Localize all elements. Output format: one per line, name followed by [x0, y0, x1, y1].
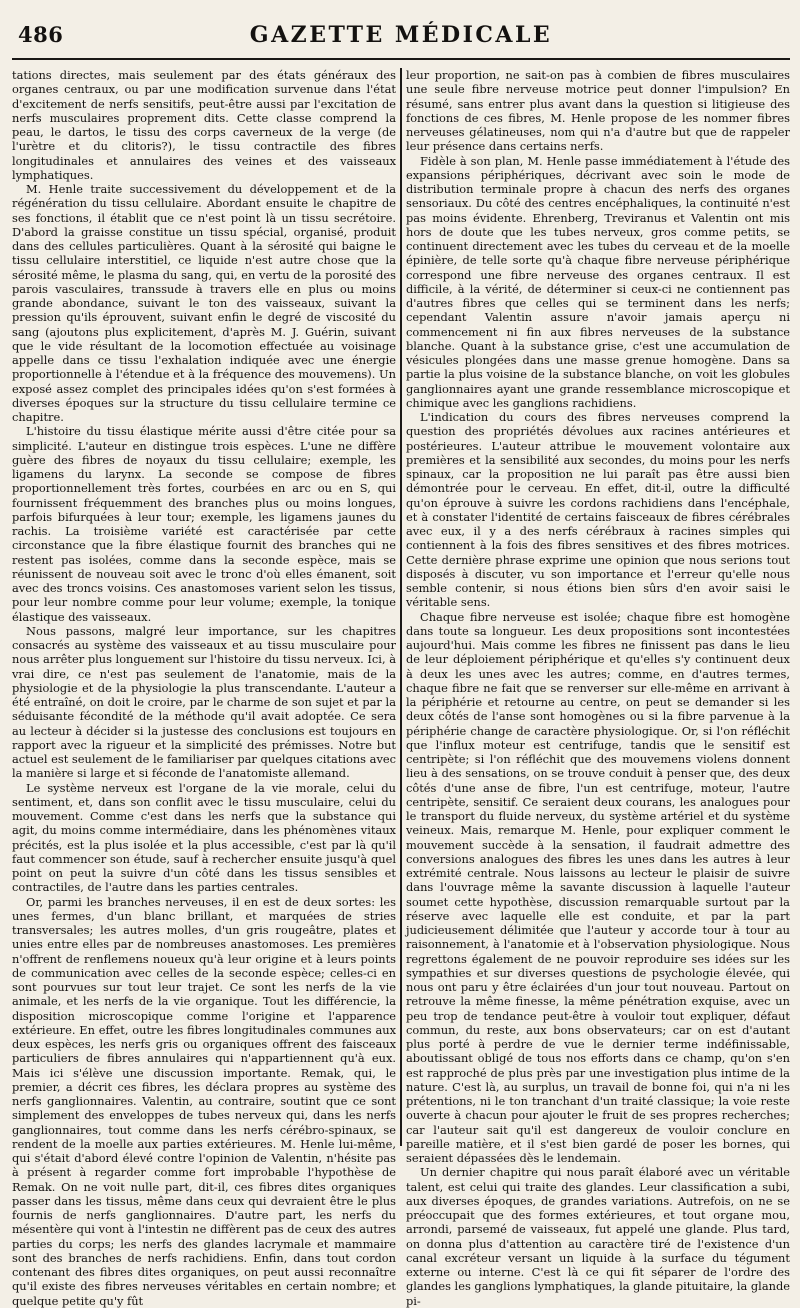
right-column: [405, 68, 790, 1308]
running-head: [12, 14, 790, 60]
paragraph: Fidèle à son plan, M. Henle passe immédiatement à l'étude des expansions périphériques, décrivant avec soin le mode de distribution terminale propre à chacun des nerfs des organes sensoriaux. Du côté des centres encéphaliques, la continuité n'est pas moins évidente. Ehrenberg, Treviranus et Valentin ont mis hors de doute que les tubes nerveux, gros comme petits, se continuent directement avec les tubes du cerveau et de la moelle épinière, de telle sorte qu'à chaque fibre nerveuse périphérique correspond une fibre nerveuse des organes centraux. Il est difficile, à la vérité, de déterminer si ceux-ci ne contiennent pas d'autres fibres que celles qui se terminent dans les nerfs; cependant Valentin assure n'avoir jamais aperçu ni commencement ni fin aux fibres nerveuses de la substance blanche. Quant à la substance grise, c'est une accumulation de vésicules plongées dans une masse grenue homogène. Dans sa partie la plus voisine de la substance blanche, on voit les globules ganglionnaires ayant une grande ressemblance microscopique et chimique avec les ganglions rachidiens.: [405, 153, 790, 410]
paragraph: leur proportion, ne sait-on pas à combien de fibres musculaires une seule fibre nerveuse motrice peut donner l'impulsion? En résumé, sans entrer plus avant dans la question si litigieuse des fonctions de ces fibres, M. Henle propose de les nommer fibres nerveuses gélatineuses, nom qui n'a d'autre but que de rappeler leur présence dans certains nerfs.: [405, 68, 790, 154]
journal-title: GAZETTE MÉDICALE: [249, 22, 553, 48]
paragraph: M. Henle traite successivement du développement et de la régénération du tissu cellulaire. Abordant ensuite le chapitre de ses fonctions, il établit que ce n'est point là un tissu secrétoire. D'abord la graisse constitue un tissu spécial, organisé, produit dans des cellules particulières. Quant à la sérosité qui baigne le tissu cellulaire interstitiel, ce liquide n'est autre chose que la sérosité même, le plasma du sang, qui, en vertu de la porosité des parois vasculaires, transsude à travers elle en plus ou moins grande abondance, suivant le ton des vaisseaux, suivant la pression qu'ils éprouvent, suivant enfin le degré de viscosité du sang (ajoutons plus explicitement, d'après M. J. Guérin, suivant que le vide résultant de la locomotion effectuée au voisinage appelle dans ce tissu l'exhalation indiquée avec une énergie proportionnelle à l'étendue et à la fréquence des mouvemens). Un exposé assez complet des principales idées qu'on s'est formées à diverses époques sur la structure du tissu cellulaire termine ce chapitre.: [12, 182, 396, 424]
left-column: [12, 68, 396, 1308]
article-columns: [12, 68, 790, 1308]
paragraph: Le système nerveux est l'organe de la vie morale, celui du sentiment, et, dans son conflit avec le tissu musculaire, celui du mouvement. Comme c'est dans les nerfs que la substance qui agit, du moins comme intermédiaire, dans les phénomènes vitaux précités, est la plus isolée et la plus accessible, c'est par là qu'il faut commencer son étude, sauf à rechercher ensuite jusqu'à quel point on peut la suivre d'un côté dans les tissus sensibles et contractiles, de l'autre dans les parties centrales.: [12, 780, 396, 895]
paragraph: Or, parmi les branches nerveuses, il en est de deux sortes: les unes fermes, d'un blanc brillant, et marquées de stries transversales; les autres molles, d'un gris rougeâtre, plates et unies entre elles par de nombreuses anastomoses. Les premières n'offrent de renflemens noueux qu'à leur origine et à leurs points de communication avec celles de la seconde espèce; celles-ci en sont pourvues sur tout leur trajet. Ce sont les nerfs de la vie animale, et les nerfs de la vie organique. Tout les différencie, la disposition microscopique comme l'origine et l'apparence extérieure. En effet, outre les fibres longitudinales communes aux deux espèces, les nerfs gris ou organiques offrent des faisceaux particuliers de fibres annulaires qui n'appartiennent qu'à eux. Mais ici s'élève une discussion importante. Remak, qui, le premier, a décrit ces fibres, les déclara propres au système des nerfs ganglionnaires. Valentin, au contraire, soutint que ce sont simplement des enveloppes de tubes nerveux qui, dans les nerfs ganglionnaires, tout comme dans les nerfs cérébro-spinaux, se rendent de la moelle aux parties extérieures. M. Henle lui-même, qui s'était d'abord élevé contre l'opinion de Valentin, n'hésite pas à présent à regarder comme fort improbable l'hypothèse de Remak. On ne voit nulle part, dit-il, ces fibres dites organiques passer dans les tissus, même dans ceux qui devraient être le plus fournis de nerfs ganglionnaires. D'autre part, les nerfs du mésentère qui vont à l'intestin ne diffèrent pas de ceux des autres parties du corps; les nerfs des glandes lacrymale et mammaire sont des branches de nerfs rachidiens. Enfin, dans tout cordon contenant des fibres dites organiques, on peut aussi reconnaître qu'il existe des fibres nerveuses véritables en certain nombre; et quelque petite qu'y fût: [12, 894, 396, 1308]
paragraph: tations directes, mais seulement par des états généraux des organes centraux, ou par une modification survenue dans l'état d'excitement de nerfs sensitifs, peut-être aussi par l'excitation de nerfs musculaires proprement dits. Cette classe comprend la peau, le dartos, le tissu des corps caverneux de la verge (de l'urètre et du clitoris?), le tissu contractile des fibres longitudinales et annulaires des veines et des vaisseaux lymphatiques.: [12, 68, 396, 182]
paragraph: Chaque fibre nerveuse est isolée; chaque fibre est homogène dans toute sa longueur. Les deux propositions sont incontestées aujourd'hui. Mais comme les fibres ne finissent pas dans le lieu de leur déploiement périphérique et qu'elles s'y continuent deux à deux les unes avec les autres; comme, en d'autres termes, chaque fibre ne fait que se renverser sur elle-même en arrivant à la périphérie et retourne au centre, on peut se demander si les deux côtés de l'anse sont homogènes ou si la fibre parvenue à la périphérie change de caractère physiologique. Or, si l'on réfléchit que l'influx moteur est centrifuge, tandis que le sensitif est centripète; si l'on réfléchit que des mouvemens violens donnent lieu à des sensations, on se trouve conduit à penser que, des deux côtés d'une anse de fibre, l'un est centrifuge, moteur, l'autre centripète, sensitif. Ce seraient deux courans, les analogues pour le transport du fluide nerveux, du système artériel et du système veineux. Mais, remarque M. Henle, pour expliquer comment le mouvement succède à la sensation, il faudrait admettre des conversions analogues des fibres les unes dans les autres à leur extrémité centrale. Nous laissons au lecteur le plaisir de suivre dans l'ouvrage même la savante discussion à laquelle l'auteur soumet cette hypothèse, discussion remarquable surtout par la réserve avec laquelle elle est conduite, et par la part judicieusement délimitée que l'auteur y accorde tour à tour au raisonnement, à l'anatomie et à l'observation physiologique. Nous regrettons également de ne pouvoir reproduire ses idées sur les sympathies et sur diverses questions de psychologie élevée, qui nous ont paru y être éclairées d'un jour tout nouveau. Partout on retrouve la même finesse, la même pénétration exquise, avec un peu trop de tendance peut-être à vouloir tout expliquer, défaut commun, du reste, aux bons observateurs; car on est d'autant plus porté à perdre de vue le dernier terme indéfinissable, aboutissant obligé de tous nos efforts dans ce champ, qu'on s'en est rapproché de plus près par une investigation plus intime de la nature. C'est là, au surplus, un travail de bonne foi, qui n'a ni les prétentions, ni le ton tranchant d'un traité classique; la voie reste ouverte à chacun pour ajouter le fruit de ses propres recherches; car l'auteur sait qu'il est dangereux de vouloir conclure en pareille matière, et il s'est bien gardé de poser les bornes, qui seraient dépassées dès le lendemain.: [405, 609, 790, 1165]
paragraph: L'histoire du tissu élastique mérite aussi d'être citée pour sa simplicité. L'auteur en distingue trois espèces. L'une ne diffère guère des fibres de noyaux du tissu cellulaire; exemple, les ligamens du larynx. La seconde se compose de fibres proportionnellement très fortes, courbées en arc ou en S, qui fournissent fréquemment des branches plus ou moins longues, parfois bifurquées à leur tour; exemple, les ligamens jaunes du rachis. La troisième variété est caractérisée par cette circonstance que la fibre élastique fournit des branches qui ne restent pas isolées, comme dans la seconde espèce, mais se réunissent de nouveau soit avec le tronc d'où elles émanent, soit avec des troncs voisins. Ces anastomoses varient selon les tissus, pour leur nombre comme pour leur volume; exemple, la tonique élastique des vaisseaux.: [12, 424, 396, 624]
paragraph: Nous passons, malgré leur importance, sur les chapitres consacrés au système des vaisseaux et au tissu musculaire pour nous arrêter plus longuement sur l'histoire du tissu nerveux. Ici, à vrai dire, ce n'est pas seulement de l'anatomie, mais de la physiologie et de la physiologie la plus transcendante. L'auteur a été entraîné, on doit le croire, par le charme de son sujet et par la séduisante fécondité de la méthode qu'il avait adoptée. Ce sera au lecteur à décider si la justesse des conclusions est toujours en rapport avec la rigueur et la simplicité des prémisses. Notre but actuel est seulement de le familiariser par quelques citations avec la manière si large et si féconde de l'anatomiste allemand.: [12, 623, 396, 781]
column-divider: [400, 68, 402, 1146]
paragraph: Un dernier chapitre qui nous paraît élaboré avec un véritable talent, est celui qui traite des glandes. Leur classification a subi, aux diverses époques, de grandes variations. Autrefois, on ne se préoccupait que des formes extérieures, et tout organe mou, arrondi, parsemé de vaisseaux, fut appelé une glande. Plus tard, on donna plus d'attention au caractère tiré de l'existence d'un canal excréteur versant un liquide à la surface du tégument externe ou interne. C'est là ce qui fit séparer de l'ordre des glandes les ganglions lymphatiques, la glande pituitaire, la glande pi-: [405, 1165, 790, 1308]
page-number: 486: [18, 22, 64, 47]
paragraph: L'indication du cours des fibres nerveuses comprend la question des propriétés dévolues aux racines antérieures et postérieures. L'auteur attribue le mouvement volontaire aux premières et la sensibilité aux secondes, du moins pour les nerfs spinaux, car la proposition ne lui paraît pas être aussi bien démontrée pour le cerveau. En effet, dit-il, outre la difficulté qu'on éprouve à suivre les cordons rachidiens dans l'encéphale, et à constater l'identité de certains faisceaux de fibres cérébrales avec eux, il y a des nerfs cérébraux à racines simples qui contiennent à la fois des fibres sensitives et des fibres motrices. Cette dernière phrase exprime une opinion que nous serions tout disposés à discuter, vu son importance et l'erreur qu'elle nous semble contenir, si nous étions bien sûrs d'en avoir saisi le véritable sens.: [405, 410, 790, 610]
